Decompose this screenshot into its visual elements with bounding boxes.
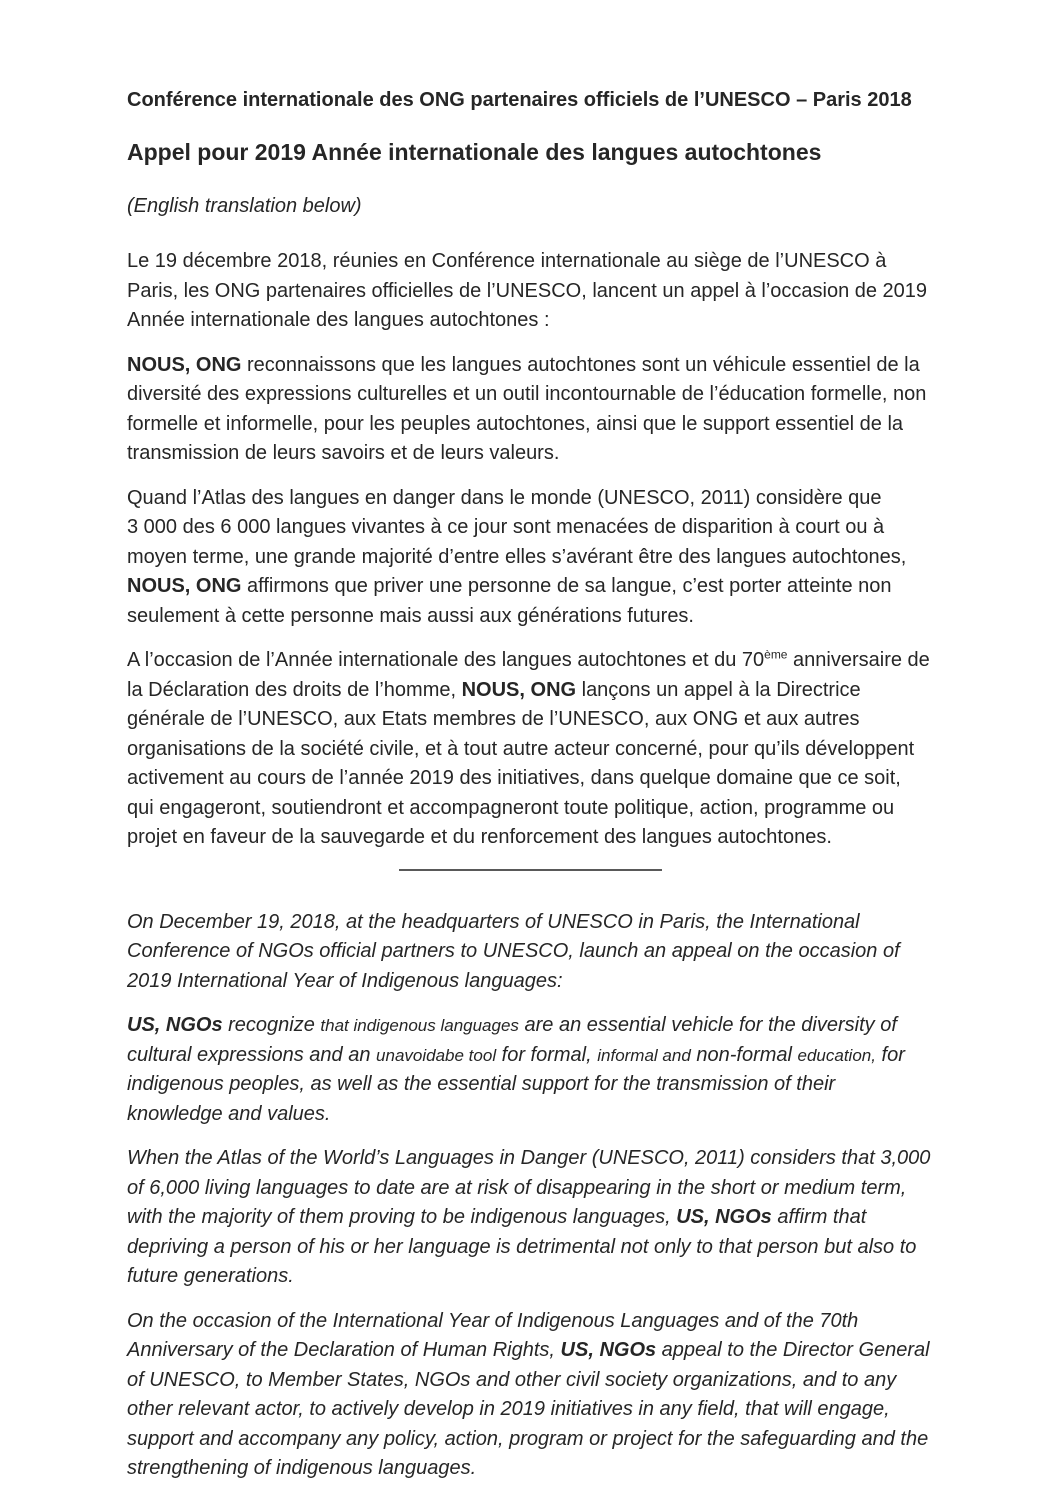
text-run: appeal to the Director General of UNESCO, to Member States, NGOs and other civil society organizations, and to any other relevant actor, to actively develop in 2019 initiatives in any field, that will engage, support and accompany any policy, action, program or project for the safeguarding and the strengthening of indigenous languages. xyxy=(127,1339,930,1479)
bold-run-nous-ong-3: NOUS, ONG xyxy=(461,678,577,701)
english-paragraph-2 xyxy=(127,1011,933,1129)
text-run: When the Atlas of the World’s Languages in Danger (UNESCO, 2011) considers that 3,000 of 6,000 living languages to date are at risk of disappearing in the short or medium term, with the majority of them proving to be indigenous languages, xyxy=(127,1147,931,1228)
text-run: A l’occasion de l’Année internationale des langues autochtones et du 70 xyxy=(127,649,765,671)
bold-run-nous-ong-1: NOUS, ONG xyxy=(127,353,242,376)
text-run: affirm that depriving a person of his or her language is detrimental not only to that person but also to future generations. xyxy=(127,1206,917,1287)
text-run: reconnaissons que les langues autochtones sont un véhicule essentiel de la diversité des expressions culturelles et un outil incontournable de l’éducation formelle, non formelle et informelle, pour les peuples autochtones, ainsi que le support essentiel de la transmission de leurs savoirs et de leurs valeurs. xyxy=(127,353,927,464)
text-run: affirmons que priver une personne de sa langue, c’est porter atteinte non seulement à cette personne mais aussi aux générations futures. xyxy=(127,575,892,627)
french-paragraph-1: Le 19 décembre 2018, réunies en Conférence internationale au siège de l’UNESCO à Paris, les ONG partenaires officielles de l’UNESCO, lancent un appel à l’occasion de 2019 Année internationale des langues autochtones : xyxy=(127,250,928,331)
section-divider-line xyxy=(399,869,662,871)
text-run: Quand l’Atlas des langues en danger dans le monde (UNESCO, 2011) considère que 3 000 des 6 000 langues vivantes à ce jour sont menacées de disparition à court ou à moyen terme, une grande majorité d’entre elles s’avérant être des langues autochtones, xyxy=(127,486,907,568)
french-paragraph-2 xyxy=(127,351,933,469)
english-paragraph-3 xyxy=(127,1144,933,1292)
text-run: for indigenous peoples, as well as the essential support for the transmission of their knowledge and values. xyxy=(127,1043,905,1125)
document-title: Appel pour 2019 Année internationale des langues autochtones xyxy=(127,138,822,165)
text-run: anniversaire de la Déclaration des droits de l’homme, xyxy=(127,649,930,701)
bold-run-nous-ong-2: NOUS, ONG xyxy=(127,575,242,597)
text-run: On the occasion of the International Year of Indigenous Languages and of the 70th Anniversary of the Declaration of Human Rights, xyxy=(127,1309,859,1361)
small-text-run: that indigenous languages xyxy=(320,1016,519,1035)
text-run: recognize xyxy=(222,1014,321,1036)
bold-run-us-ngos-3: US, NGOs xyxy=(560,1339,657,1361)
translation-note: (English translation below) xyxy=(127,194,362,217)
english-paragraph-1: On December 19, 2018, at the headquarters of UNESCO in Paris, the International Conference of NGOs official partners to UNESCO, launch an appeal on the occasion of 2019 International Year of Indigenous languages: xyxy=(127,910,900,992)
french-paragraph-4 xyxy=(127,646,933,853)
french-paragraph-3 xyxy=(127,484,933,632)
small-text-run: education, xyxy=(797,1045,876,1065)
text-run: non-formal xyxy=(690,1043,798,1066)
small-text-run: unavoidabe tool xyxy=(376,1045,497,1065)
text-run: are an essential vehicle for the diversity of cultural expressions and an xyxy=(127,1014,897,1066)
bold-run-us-ngos-1: US, NGOs xyxy=(127,1014,223,1036)
english-paragraph-4 xyxy=(127,1307,933,1484)
conference-header: Conférence internationale des ONG partenaires officiels de l’UNESCO – Paris 2018 xyxy=(127,89,912,111)
bold-run-us-ngos-2: US, NGOs xyxy=(676,1206,772,1228)
text-run: for formal, xyxy=(496,1043,598,1066)
small-text-run: informal and xyxy=(597,1045,691,1065)
text-run: lançons un appel à la Directrice générale de l’UNESCO, aux Etats membres de l’UNESCO, aux ONG et aux autres organisations de la société civile, et à tout autre acteur concerné, pour qu’ils développent activement au cours de l’année 2019 des initiatives, dans quelque domaine que ce soit, qui engageront, soutiendront et accompagneront toute politique, action, programme ou projet en faveur de la sauvegarde et du renforcement des langues autochtones. xyxy=(127,678,915,848)
ordinal-superscript: ème xyxy=(764,647,788,662)
